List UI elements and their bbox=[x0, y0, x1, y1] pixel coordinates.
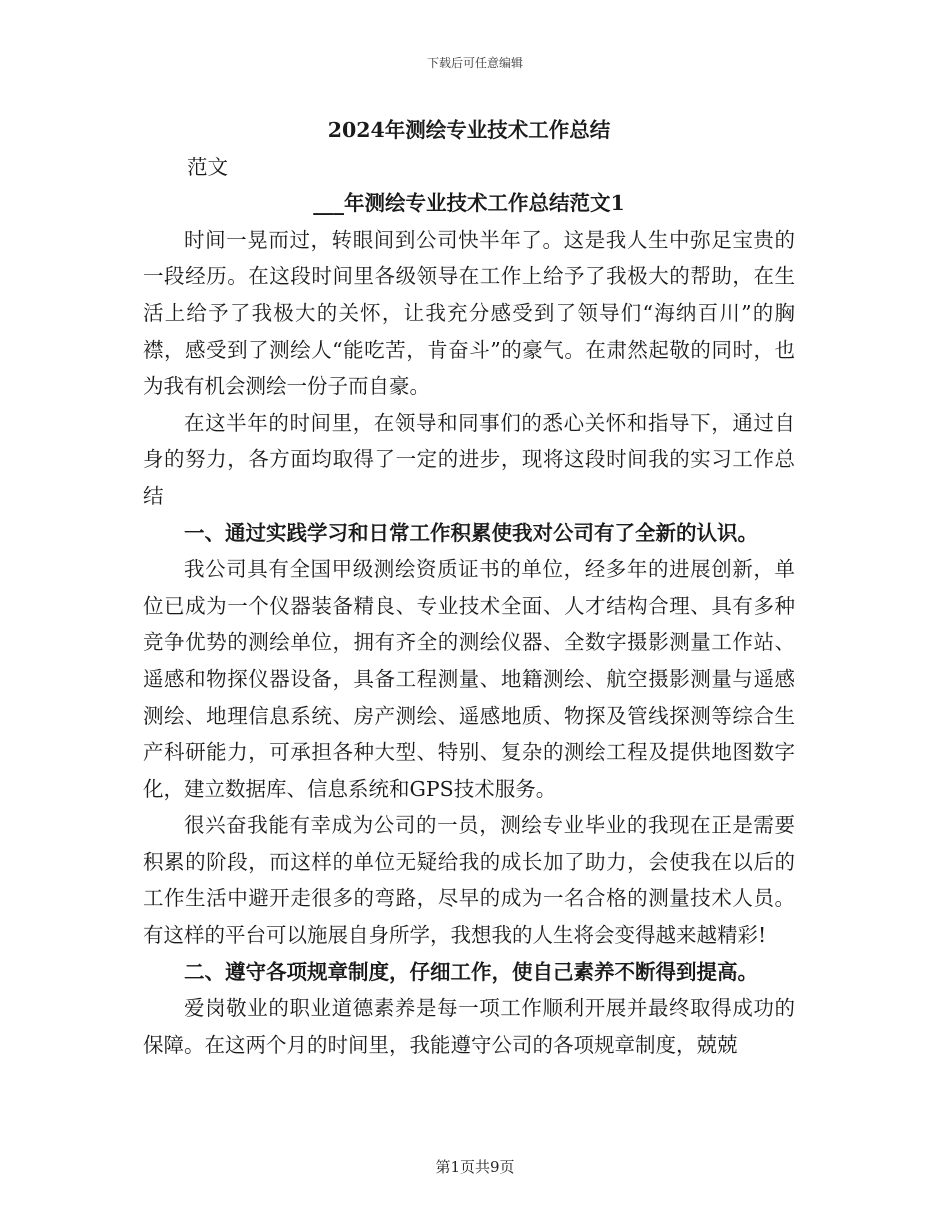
paragraph: 很兴奋我能有幸成为公司的一员，测绘专业毕业的我现在正是需要积累的阶段，而这样的单位无疑给我的成长加了助力，会使我在以后的工作生活中避开走很多的弯路，尽早的成为一名合格的测量技术人员。有这样的平台可以施展自身所学，我想我的人生将会变得越来越精彩! bbox=[143, 813, 795, 948]
paragraph: 爱岗敬业的职业道德素养是每一项工作顺利开展并最终取得成功的保障。在这两个月的时间里，我能遵守公司的各项规章制度，兢兢 bbox=[143, 996, 795, 1057]
document-body bbox=[143, 112, 795, 1063]
document-title: 2024年测绘专业技术工作总结 bbox=[327, 118, 611, 142]
paragraph: 在这半年的时间里，在领导和同事们的悉心关怀和指导下，通过自身的努力，各方面均取得了一定的进步，现将这段时间我的实习工作总结 bbox=[143, 410, 795, 508]
section-title: ___年测绘专业技术工作总结范文1 bbox=[313, 191, 625, 216]
paragraph: 我公司具有全国甲级测绘资质证书的单位，经多年的进展创新，单位已成为一个仪器装备精良、专业技术全面、人才结构合理、具有多种竞争优势的测绘单位，拥有齐全的测绘仪器、全数字摄影测量工作站、遥感和物探仪器设备，具备工程测量、地籍测绘、航空摄影测量与遥感测绘、地理信息系统、房产测绘、遥感地质、物探及管线探测等综合生产科研能力，可承担各种大型、特别、复杂的测绘工程及提供地图数字化，建立数据库、信息系统和GPS技术服务。 bbox=[143, 557, 795, 801]
page-number-footer: 第1页共9页 bbox=[435, 1158, 515, 1176]
paragraph: 时间一晃而过，转眼间到公司快半年了。这是我人生中弥足宝贵的一段经历。在这段时间里各级领导在工作上给予了我极大的帮助，在生活上给予了我极大的关怀，让我充分感受到了领导们“海纳百川”的胸襟，感受到了测绘人“能吃苦，肯奋斗”的豪气。在肃然起敬的同时，也为我有机会测绘一份子而自豪。 bbox=[143, 227, 795, 399]
subtitle-label: 范文 bbox=[187, 154, 228, 179]
section-heading-1: 一、通过实践学习和日常工作积累使我对公司有了全新的认识。 bbox=[184, 520, 758, 545]
section-heading-2: 二、遵守各项规章制度，仔细工作，使自己素养不断得到提高。 bbox=[184, 959, 758, 984]
header-note: 下载后可任意编辑 bbox=[426, 56, 523, 70]
